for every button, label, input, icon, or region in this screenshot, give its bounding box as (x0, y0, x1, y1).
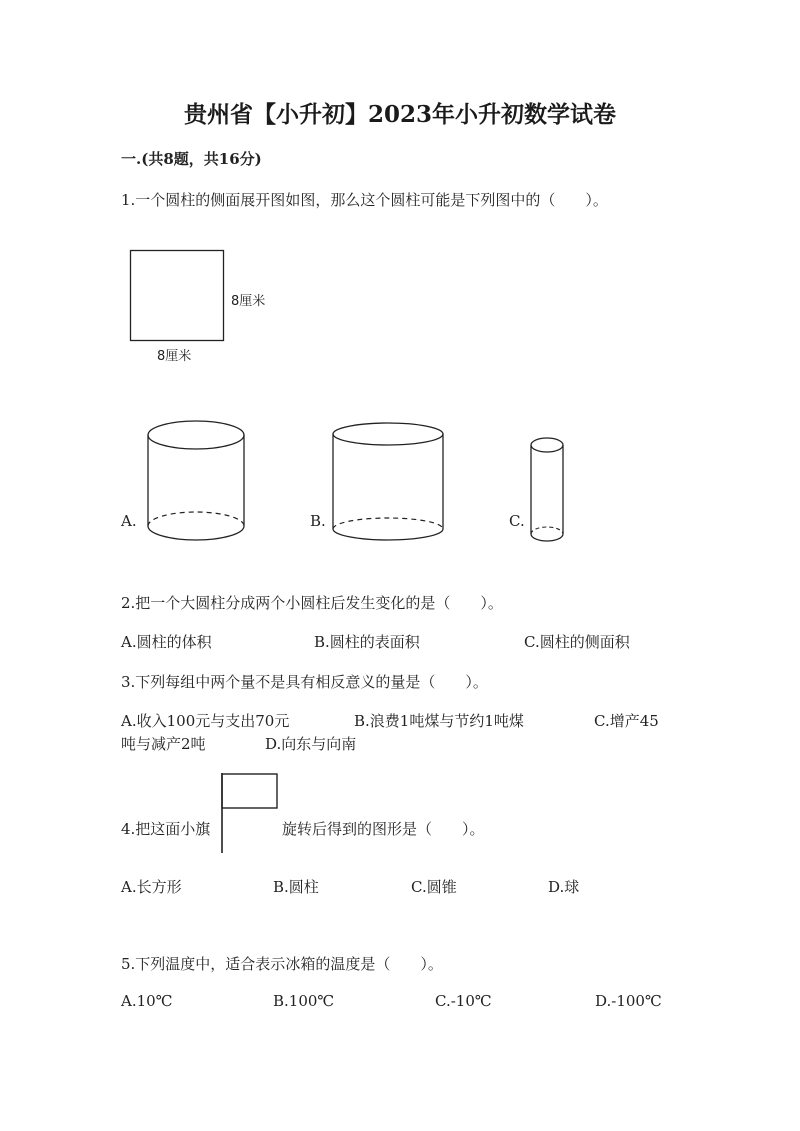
side-length-label: 8厘米 (231, 294, 266, 309)
bottom-length-label: 8厘米 (157, 349, 192, 364)
q5-option-c[interactable]: C.-10℃ (435, 992, 492, 1010)
page-title: 贵州省【小升初】2023年小升初数学试卷 (183, 101, 616, 128)
q4-option-d[interactable]: D.球 (548, 878, 580, 896)
question-1-text: 1.一个圆柱的侧面展开图如图，那么这个圆柱可能是下列图中的（ ）。 (121, 191, 608, 209)
q1-option-c-label[interactable]: C. (509, 512, 525, 530)
flag-figure (220, 773, 280, 855)
flag-cloth (222, 774, 277, 808)
q5-option-a[interactable]: A.10℃ (121, 992, 173, 1010)
q3-option-c[interactable]: C.增产45 (594, 712, 659, 730)
q4-option-a[interactable]: A.长方形 (121, 878, 182, 896)
q3-option-c-continued: 吨与减产2吨 (121, 735, 206, 753)
square-net-figure (130, 250, 225, 342)
question-4-text-before: 4.把这面小旗 (121, 820, 211, 838)
question-3-text: 3.下列每组中两个量不是具有相反意义的量是（ ）。 (121, 673, 488, 691)
q3-option-d[interactable]: D.向东与向南 (265, 735, 357, 753)
q2-option-a[interactable]: A.圆柱的体积 (121, 633, 212, 651)
cylinder-a[interactable] (147, 420, 247, 545)
section-header: 一.(共8题，共16分) (121, 150, 262, 168)
q4-option-b[interactable]: B.圆柱 (273, 878, 319, 896)
q5-option-b[interactable]: B.100℃ (273, 992, 335, 1010)
q3-option-b[interactable]: B.浪费1吨煤与节约1吨煤 (354, 712, 524, 730)
q1-option-a-label[interactable]: A. (121, 512, 137, 530)
q4-option-c[interactable]: C.圆锥 (411, 878, 457, 896)
cylinder-b[interactable] (332, 422, 447, 542)
q3-option-a[interactable]: A.收入100元与支出70元 (121, 712, 290, 730)
question-2-text: 2.把一个大圆柱分成两个小圆柱后发生变化的是（ ）。 (121, 594, 503, 612)
q1-option-b-label[interactable]: B. (310, 512, 326, 530)
q2-option-c[interactable]: C.圆柱的侧面积 (524, 633, 630, 651)
q2-option-b[interactable]: B.圆柱的表面积 (314, 633, 420, 651)
q5-option-d[interactable]: D.-100℃ (595, 992, 662, 1010)
question-4-text-after: 旋转后得到的图形是（ ）。 (282, 820, 485, 838)
square-net (131, 251, 224, 341)
question-5-text: 5.下列温度中，适合表示冰箱的温度是（ ）。 (121, 955, 443, 973)
cylinder-c[interactable] (530, 436, 566, 544)
